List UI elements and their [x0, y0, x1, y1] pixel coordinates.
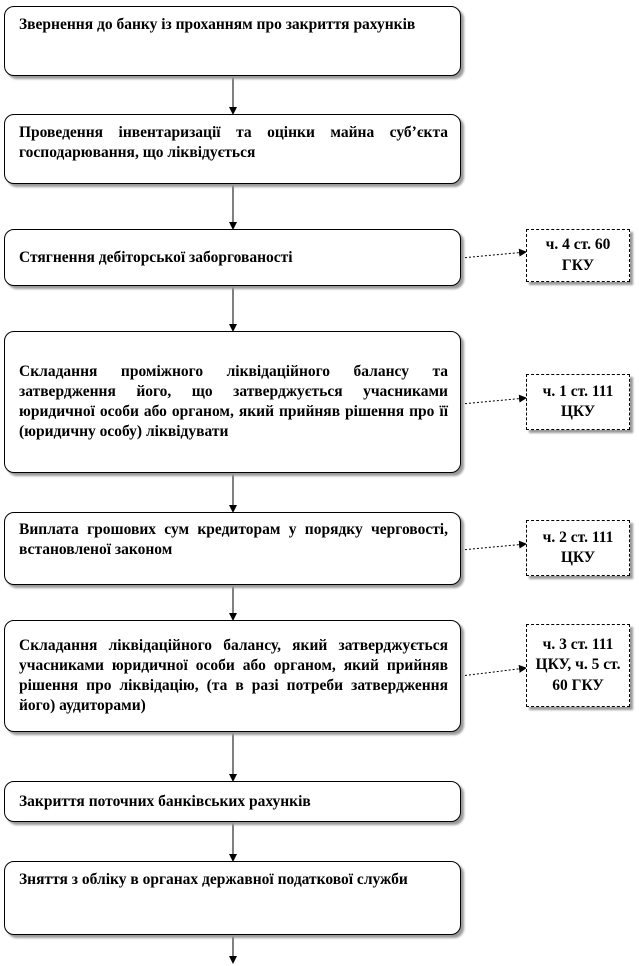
- step-inventory: [4, 114, 461, 184]
- ref-text: ч. 4 ст. 60 ГКУ: [545, 236, 611, 274]
- step-text: Зняття з обліку в органах державної податкової служби: [19, 871, 408, 888]
- ref-cku-111-3-gku-60-5: [526, 624, 630, 707]
- step-text: Складання ліквідаційного балансу, який затверджується учасниками юридичної особи або органом, який прийняв рішення про ліквідацію, (та в разі потреби затвердження його) аудиторами): [19, 637, 448, 714]
- ref-arrow-2: [461, 398, 526, 404]
- ref-cku-111-2: [526, 520, 630, 576]
- ref-text: ч. 1 ст. 111 ЦКУ: [542, 382, 614, 420]
- step-debt-collection: [4, 229, 461, 286]
- step-text: Складання проміжного ліквідаційного балансу та затвердження його, що затверджується учасниками юридичної особи або органом, який прийняв рішення про її (юридичну особу) ліквідувати: [19, 363, 448, 440]
- ref-text: ч. 2 ст. 111 ЦКУ: [542, 528, 614, 566]
- step-text: Звернення до банку із проханням про закриття рахунків: [19, 16, 416, 33]
- step-tax-deregistration: [4, 861, 461, 935]
- ref-arrow-1: [461, 252, 526, 258]
- ref-arrow-3: [461, 544, 526, 550]
- ref-arrow-4: [461, 668, 526, 676]
- ref-cku-111-1: [526, 374, 630, 430]
- step-text: Закриття поточних банківських рахунків: [19, 792, 311, 810]
- ref-text: ч. 3 ст. 111 ЦКУ, ч. 5 ст. 60 ГКУ: [535, 636, 621, 694]
- step-interim-balance: [4, 331, 461, 473]
- step-text: Проведення інвентаризації та оцінки майна суб’єкта господарювання, що ліквідується: [19, 124, 448, 161]
- step-liquidation-balance: [4, 620, 461, 732]
- step-creditor-payments: [4, 512, 461, 585]
- step-text: Стягнення дебіторської заборгованості: [19, 248, 293, 266]
- step-text: Виплата грошових сум кредиторам у порядку черговості, встановленої законом: [19, 520, 448, 558]
- step-close-accounts: [4, 781, 461, 822]
- step-bank-request: [4, 6, 461, 76]
- ref-gku-60-4: [526, 229, 630, 282]
